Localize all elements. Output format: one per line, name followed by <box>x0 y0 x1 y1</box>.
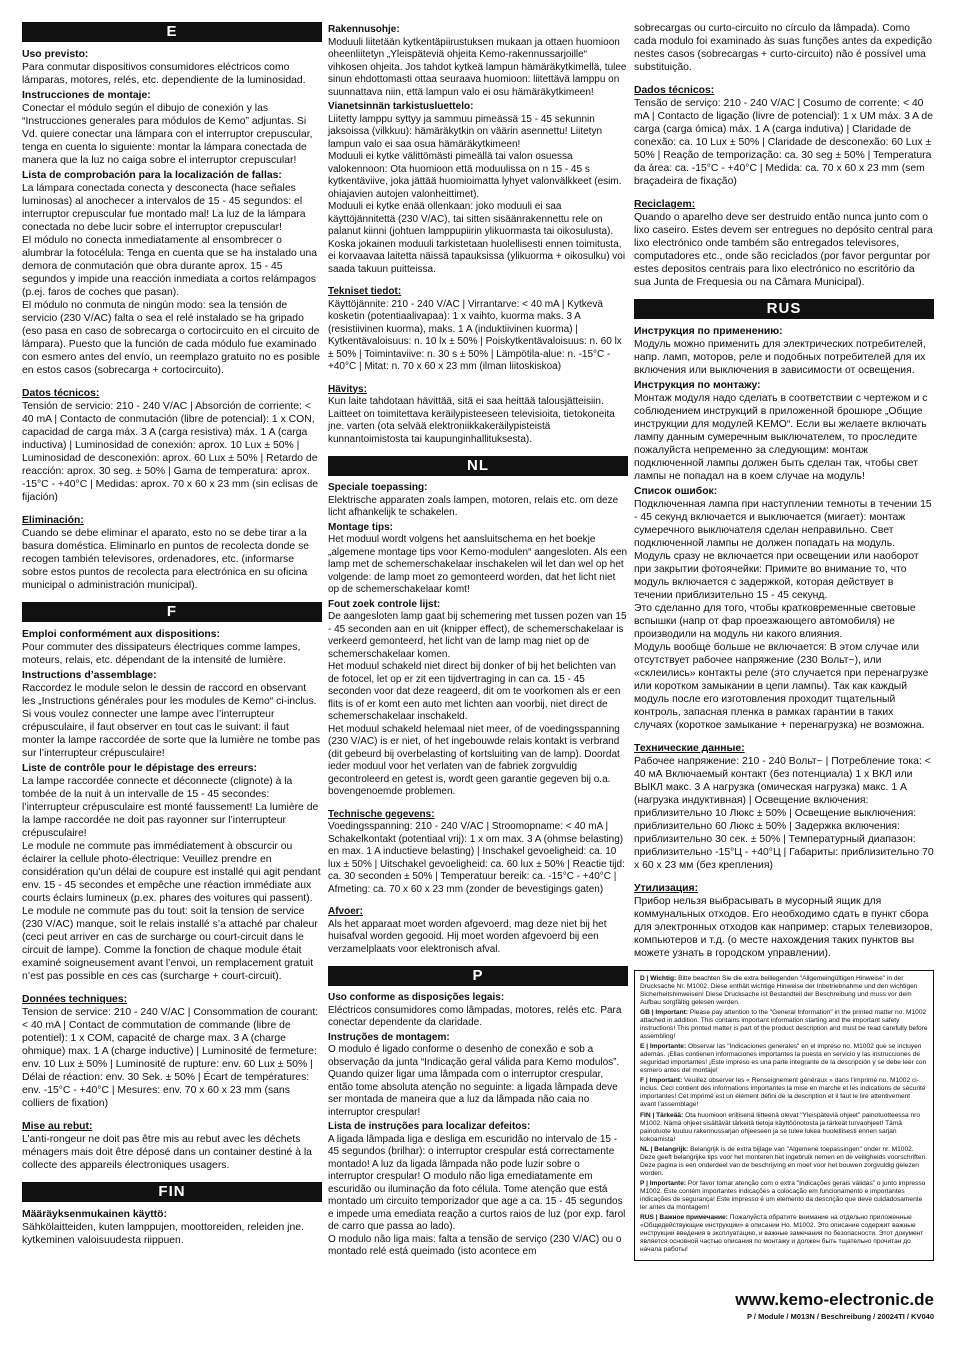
section-text: Cuando se debe eliminar el aparato, esto no se debe tirar a la basura doméstica. Eliminarlo en puntos de recolecta donde se recogen también televisores, ordenadores, etc. (informarse sobre estos puntos de recolecta para electrónica en su oficina municipal o administración municipal). <box>22 528 310 591</box>
section-heading: Vianetsinnän tarkistusluettelo: <box>328 101 474 112</box>
section-text: Quando o aparelho deve ser destruido então nunca junto com o lixo caseiro. Estes devem ser entregues no depósito central para lixo electrónico onde também são entregados televisores, computadores etc., onde são reciclados (por favor perguntar por estes depositos centrais para lixo electrónico no escritório da sua Junta de Frequesia ou na Câmara Municipal). <box>634 212 933 288</box>
notice-entry <box>640 975 928 1007</box>
section-heading: Инструкция по применению: <box>634 326 783 337</box>
section-text: Conectar el módulo según el dibujo de conexión y las “Instrucciones generales para módulos de Kemo” adjuntas. Si Vd. quiere conectar una lámpara con el interruptor crepuscular, tenga en cuenta lo siguiente: montar la lámpara conectada de manera que la luz no caiga sobre el interruptor crepuscular! <box>22 103 313 166</box>
section-heading: Instrucciones de montaje: <box>22 90 151 101</box>
section-text: Het moduul wordt volgens het aansluitschema en het boekje „algemene montage tips voor Kemo-modulen“ aangesloten. Als een lamp met de schemerschakelaar inschakelen wil let dan wel op het volgende: de lamp moet zo gemonteerd worden, dat het licht niet op de schemerschakelaar komt! <box>328 534 628 595</box>
section <box>328 24 628 446</box>
section-heading: Määräyksenmukainen käyttö: <box>22 1209 167 1220</box>
language-header: NL <box>328 456 628 476</box>
section-text: Pour commuter des dissipateurs électriques comme lampes, moteurs, relais, etc. dépendant de la intensité de lumière. <box>22 642 301 666</box>
language-header: P <box>328 966 628 986</box>
language-header: F <box>22 602 322 622</box>
section-text: Als het apparaat moet worden afgevoerd, mag deze niet bij het huisafval worden gegooid. Hij moet worden afgevoerd bij een verzamelplaats voor elektronisch afval. <box>328 918 607 955</box>
section <box>22 1182 322 1247</box>
notice-text: Veuillez observer les « Renseignement généraux » dans l’imprimé no. M1002 ci-inclus. Ceci contient des informations importantes la mise en marche et les indications de sécurité importantes! Cet imprimé est un élément défini de la description et il faut le lire attentivement avant l’assemblage! <box>640 1077 926 1109</box>
section-text: O modulo é ligado conforme o desenho de conexão e sob a observação da junta “Indicação geral válida para Kemo modulos”. Quando quizer ligar uma lâmpada com o interruptor crespular, então tome absoluta atenção no seguinte: a ligada lâmpada deve ser montada de maneira que a luz da lâmpada não caia no interruptor crespular! <box>328 1044 620 1118</box>
section-heading: Rakennusohje: <box>328 24 400 35</box>
notice-entry <box>640 1043 928 1075</box>
notice-text: Please pay attention to the "General Information" in the printed matter no. M1002 attached in addition. This contains important information starting and the important safety instructions! This printed matter is part of the product description and must be read carefully before assembling! <box>640 1009 928 1041</box>
section-heading: Reciclagem: <box>634 199 696 210</box>
section-text: De aangesloten lamp gaat bij schemering met tussen pozen van 15 - 45 seconden aan en uit (knipper effect), de schemerschakelaar is verkeerd gemonteerd, het licht van de lamp mag niet op de schemerschakelaar komen. Het moduul schakeld niet direct bij donker of bij het belichten van de fotocel, let op er zit een tijdvertraging in can ca. 15 - 45 seconden voor dat deze reageerd, dit om te voorkomen als er een flits is of er komt een auto met lichten aan voorbij, niet direct de schemerschakelaar inschakeld. Het moduul schakeld helemaal niet meer, of de voedingsspanning (230 V/AC) is er niet, of het ingebouwde relais kontakt is verbrand (dit gebeurd bij overbelasting of kortsluiting van de lamp). Doordat ieder moduul voor het verlaten van de fabriek zorgvuldig gecontroleerd en getest is, wordt geen garantie gegeven bij o.a. bovengenoemde problemen. <box>328 611 627 797</box>
section-text: sobrecargas ou curto-circuito no círculo da lâmpada). Como cada modulo foi examinado às suas funções antes da expedição nestes casos (sobrecargas + curto-circuito) não é possível uma substituição. <box>634 23 933 73</box>
section-heading: Afvoer: <box>328 906 364 917</box>
notice-text: Bitte beachten Sie die extra beiliegenden "Allgemeingültigen Hinweise" in der Drucksache Nr. M1002. Diese enthält wichtige Hinweise der Inbetriebnahme und den wichtigen Sicherheitshinweisen! Diese Drucksache ist Bestandteil der Beschreibung und muss vor dem Aufbau sorgfältig gelesen werden. <box>640 975 918 1007</box>
section-text: Рабочее напряжение: 210 - 240 Вольт~ | Потребление тока: < 40 мА Включаемый контакт (без потенциала) 1 х ВКЛ или ВЫКЛ макс. 3 А нагрузка (омическая нагрузка) макс. 1 А (нагрузка индуктивная) | Освещение включения: приблизительно 10 Люкс ± 50% | Освещение выключения: приблизительно 60 Люкс ± 50% | Задержка включения: приблизительно 30 сек. ± 50% | Температурный диапазон: приблизительно -15°Ц - +40°Ц | Габариты: приблизительно 70 х 60 х 23 мм (без крепления) <box>634 756 934 871</box>
notice-entry <box>640 1009 928 1041</box>
section-text: Voedingsspanning: 210 - 240 V/AC | Stroomopname: < 40 mA | Schakelkontakt (potentiaal vrij): 1 x om max. 3 A (ohmse belasting) en max. 1 A inductieve belasting) | Inschakel gevoeligheid: ca. 10 lux ± 50% | Uitschakel gevoeligheid: ca. 60 lux ± 50% | Reactie tijd: ca. 30 seconden ± 50% | Temperatuur bereik: ca. -15°C - +40°C | Afmeting: ca. 70 x 60 x 23 mm (zonder de bevestigings gaten) <box>328 821 625 895</box>
section <box>22 22 322 592</box>
section <box>328 966 628 1259</box>
section-heading: Emploi conformément aux dispositions: <box>22 629 221 640</box>
section-heading: Lista de comprobación para la localización de fallas: <box>22 170 282 181</box>
document-page <box>22 22 934 1332</box>
section-text: La lampe raccordée connecte et déconnecte (clignote) à la tombée de la nuit à un intervalle de 15 - 45 secondes: l’interrupteur crépusculaire est monté faussement! La lumière de la lampe raccordée ne doit pas rayonner sur l’interrupteur crépusculaire! Le module ne commute pas immédiatement à obscurcir ou éclairer la cellule photo-électrique: Veuillez prendre en considération qu’un délai de coupure est installé qui agit pendant env. 15 - 45 secondes et empêche une réaction immédiate aux courts éclairs lumineux (p.ex. phares des voitures qui passent). Le module ne commute pas du tout: soit la tension de service (230 V/AC) manque, soit le relais installé s’a attaché par chaleur (ceci peut arriver en cas de surcharge ou court-circuit dans le circuit de lampe). Comme la fonction de chaque module était examiné soigneusement avant l’envoi, un remplacement gratuit n’est pas possible en ces cas (surcharge + court-circuit). <box>22 776 321 982</box>
section-text: Elektrische apparaten zoals lampen, motoren, relais etc. om deze licht afhankelijk te schakelen. <box>328 494 619 518</box>
section-heading: Datos técnicos: <box>22 388 100 399</box>
section-heading: Lista de instruções para localizar defeitos: <box>328 1121 531 1132</box>
section-heading: Instruções de montagem: <box>328 1031 450 1043</box>
section-text: Kun laite tahdotaan hävittää, sitä ei saa heittää talousjätteisiin. Laitteet on toimitettava keräilypisteeseen televisioita, tietokoneita jne. varten (ota selvää elektroniikkakeräilypisteistä kunnantoimistosta tai kaupunginhallituksesta). <box>328 396 615 445</box>
column-2 <box>328 22 628 1269</box>
section-text: L’anti-rongeur ne doit pas être mis au rebut avec les déchets ménagers mais doit être déposé dans un container destiné à la collecte des appareils électroniques usagers. <box>22 1134 312 1171</box>
section-heading: Montage tips: <box>328 521 393 533</box>
language-header: E <box>22 22 322 42</box>
section-heading: Tekniset tiedot: <box>328 286 402 297</box>
section-heading: Dados técnicos: <box>634 85 715 96</box>
section-text: Sähkölaitteiden, kuten lamppujen, moottoreiden, releiden jne. kytkeminen valoisuudesta riippuen. <box>22 1222 304 1246</box>
language-header: RUS <box>634 299 934 319</box>
notice-text: Por favor tomar atenção com o extra "Indicações gerais válidas" o junto impresso M1002. Este contém importantes indicações a colocação em funcionamento e importantes indicações de segurança! Este impresso é um elemento da descrição que deve cuidadosamente ler antes da montagem! <box>640 1179 926 1211</box>
important-notice-box <box>634 970 934 1261</box>
notice-label: RUS | Важное примечание: <box>640 1213 728 1221</box>
section-text: Tensión de servicio: 210 - 240 V/AC | Absorción de corriente: < 40 mA | Contacto de conmutación (libre de potencial): 1 x CON, capacidad de carga máx. 3 A (carga resistiva) máx. 1 A (carga inductiva) | Luminosidad de conexión: aprox. 10 Lux ± 50% | Luminosidad de desconexión: aprox. 60 Lux ± 50% | Retardo de reacción: aprox. 30 seg. ± 50% | Gama de temperatura: aprox. -15°C - +40°C | Medidas: aprox. 70 x 60 x 23 mm (sin eclisas de fijación) <box>22 401 319 503</box>
section-heading: Технические данные: <box>634 743 745 754</box>
section-heading: Список ошибок: <box>634 486 718 497</box>
notice-entry <box>640 1180 928 1212</box>
section-text: Tensão de serviço: 210 - 240 V/AC | Cosumo de corrente: < 40 mA | Contacto de ligação (livre de potencial): 1 x UM máx. 3 A de carga (carga ómica) máx. 1 A (carga indutiva) | Claridade de conexão: ca. 10 Lux ± 50% | Claridade de desconexão: 60 Lux ± 50% | Reação de temporização: ca. 30 seg ± 50% | Temperatura da área: ca. -15°C - +40°C | Medida: ca. 70 x 60 x 23 mm (sem braçadeira de fixação) <box>634 98 933 187</box>
column-1 <box>22 22 322 1257</box>
notice-entry <box>640 1077 928 1109</box>
section-text: Прибор нельзя выбрасывать в мусорный ящик для коммунальных отходов. Его необходимо сдать в пункт сбора для электронных отходов как например: старых телевизоров, компьютеров и т.д. (о месте нахождения таких пунктов вы можете узнать в городском управлении). <box>634 896 933 959</box>
notice-text: Belangrijk is de extra bijlage van "Algemene toepassingen" onder nr. M1002. Deze geeft belangrijke tips voor het monteren het ingebruik nemen en de veiligheids voorschriften. Deze pagina is een onderdeel van de beschrijving en moet voor het bouwen zorgvuldig gelezen worden. <box>640 1145 927 1177</box>
notice-text: Observar las "Indicaciones generales" en el impreso no. M1002 que se incluyen además. ¡Ellas contienen informaciones importantes la puesta en servicio y las instrucciones de seguridad importantes! ¡Este impreso es una parte integrante de la descripción y se debe leer con esmero antes del montaje! <box>640 1043 927 1075</box>
notice-label: D | Wichtig: <box>640 975 677 982</box>
notice-label: E | Importante: <box>640 1043 687 1051</box>
section <box>328 456 628 956</box>
section-heading: Données techniques: <box>22 994 128 1005</box>
section-text: Модуль можно применить для электрических потребителей, напр. ламп, моторов, реле и подобных потребителей для их включения или выключения в зависимости от освещения. <box>634 339 926 376</box>
notice-text: Ota huomioon erillisenä liitteenä olevat "Yleispäteviä ohjeet" painotuotteessa nro M1002. Nämä ohjeet sisältävät tärkeitä tietoja käyttöönotosta ja tärkeät turvaohjeet! Tämä painotuote kuuluu rakennussarjan ohjeeseen ja se tulee lukea huolellisesti ennen sarjan kokoamista! <box>640 1111 920 1143</box>
section-heading: Mise au rebut: <box>22 1121 93 1132</box>
footer <box>634 1290 934 1321</box>
section-heading: Fout zoek controle lijst: <box>328 598 441 610</box>
section <box>22 602 322 1172</box>
section-text: Moduuli liitetään kytkentäpiirustuksen mukaan ja ottaen huomioon oheenliitetyn „Yleispäteviä ohjeita Kemo-rakennussarjoille“ vihkosen ohjeita. Jos tahdot kytkeä lampun hämäräkytkimellä, tulee sinun ehdottomasti ottaa seuraava huomioon: liitettävä lamppu on suunnattava niin, että lampun valo ei osu hämäräkytkimeen! <box>328 36 627 98</box>
notice-entry <box>640 1214 928 1254</box>
language-header: FIN <box>22 1182 322 1202</box>
section-text: Para conmutar dispositivos consumidores eléctricos como lámparas, motores, relés, etc. dependiente de la luminosidad. <box>22 62 306 86</box>
section-heading: Instructions d’assemblage: <box>22 670 157 681</box>
section-heading: Uso conforme as disposições legais: <box>328 992 505 1003</box>
notice-label: FIN | Tärkeää: <box>640 1111 684 1119</box>
notice-label: P | Importante: <box>640 1179 687 1187</box>
section-heading: Утилизация: <box>634 883 699 894</box>
column-3 <box>634 22 934 1261</box>
section-text: A ligada lâmpada liga e desliga em escuridão no intervalo de 15 - 45 segundos (brilhar): o interruptor crespular está correctamente montado! A luz da ligada lâmpada não pode luzir sobre o interruptor crespular! O modulo não liga emediatamente em escuridão ou iluminação da foto célula. Tome atenção que está montado um circuito temporizador que age a ca. 15 - 45 segundos e impede uma emediata reação a curtos raios de luz (por exp. farol de carro que passa ao lado). O modulo não liga mais: falta a tensão de serviço (230 V/AC) ou o montado relé está queimado (isto acontece em <box>328 1133 626 1257</box>
notice-label: NL | Belangrijk: <box>640 1145 689 1153</box>
section-text: Käyttöjännite: 210 - 240 V/AC | Virrantarve: < 40 mA | Kytkevä kosketin (potentiaalivapaa): 1 x vaihto, kuorma maks. 3 A (resistiivinen kuorma), maks. 1 A (induktiivinen kuorma) | Kytkentävaloisuus: n. 10 lx ± 50% | Poiskytkentävaloisuus: n. 60 lx ± 50% | Toimintaviive: n. 30 s ± 50% | Lämpötila-alue: n. -15°C - +40°C | Mitat: n. 70 x 60 x 23 mm (ilman liitoskiskoa) <box>328 298 622 372</box>
section-text: Tension de service: 210 - 240 V/AC | Consommation de courant: < 40 mA | Contact de commutation de commande (libre de potentiel): 1 x COM, capacité de charge max. 3 A (charge ohmique) max. 1 A (charge inductive) | Luminosité de fermeture: env. 10 Lux ± 50% | Luminosité de rupture: env. 60 Lux ± 50% | Délai de réaction: env. 30 Sek. ± 50% | Écart de températures: env. -15°C - +40°C | Mesures: env. 70 x 60 x 23 mm (sans colliers de fixation) <box>22 1007 319 1109</box>
notice-label: GB | Important: <box>640 1009 688 1017</box>
section-heading: Liste de contrôle pour le dépistage des erreurs: <box>22 763 258 774</box>
notice-label: F | Important: <box>640 1077 683 1085</box>
website-url[interactable]: www.kemo-electronic.de <box>735 1290 934 1309</box>
section-heading: Hävitys: <box>328 383 367 395</box>
section-heading: Uso previsto: <box>22 49 89 60</box>
section-text: Eléctricos consumidores como lâmpadas, motores, relés etc. Para conectar dependente da claridade. <box>328 1004 622 1028</box>
section-text: Liitetty lamppu syttyy ja sammuu pimeässä 15 - 45 sekunnin jaksoissa (vilkkuu): hämäräkytkin on väärin asennettu! Liitetyn lampun valo ei saa osua hämäräkytkimeen! Moduuli ei kytke välittömästi pimeällä tai valon osuessa valokennoon: Ota huomioon että moduulissa on n 15 - 45 s kytkentäviive, joka jättää huomioimatta lyhyet valonvälkkeet (esim. ohiajavien autojen valonheittimet). Moduuli ei kytke enää ollenkaan: joko moduuli ei saa käyttöjännitettä (230 V/AC), tai sitten sisäänrakennettu rele on palanut kiinni (johtuen lamppupiirin ylikuormasta tai oikosulusta). Koska jokainen moduuli tarkistetaan huolellisesti ennen toimitusta, ei korvaavaa laitetta näissä tapauksissa (ylikuorma + oikosulku) voi saada takuun puitteissa. <box>328 113 626 275</box>
notice-entry <box>640 1146 928 1178</box>
section <box>634 22 934 289</box>
section-heading: Speciale toepassing: <box>328 482 428 493</box>
section <box>634 299 934 960</box>
section-text: Raccordez le module selon le dessin de raccord en observant les „Instructions générales pour les modules de Kemo“ ci-inclus. Si vous voulez connecter une lampe avec l’interrupteur crépusculaire, il faut observer en tout cas le suivant: il faut monter la lampe raccordée de sorte que la lumière ne tombe pas sur l’interrupteur crépusculaire! <box>22 683 321 759</box>
section-text: La lámpara conectada conecta y desconecta (hace señales luminosas) al anochecer a intervalos de 15 - 45 segundos: el interruptor crepuscular fue montado mal! La luz de la lámpara conectada no debe lucir sobre el interruptor crepuscular! El módulo no conecta inmediatamente al ensombrecer o alumbrar la fotocélula: Tenga en cuenta que se ha instalado una demora de conmutación que obra durante aprox. 15 - 45 segundos y impide una reacción inmediata a cortos relámpagos (p.ej. faros de coches que pasan). El módulo no conmuta de ningún modo: sea la tensión de servicio (230 V/AC) falta o sea el relé instalado se ha gripado (eso pasa en caso de sobrecarga o cortocircuito en el circuito de lámpara). Puesto que la función de cada módulo fue examinado con esmero antes del envío, un reemplazo gratuito no es posible en estos casos (sobrecarga + cortocircuito). <box>22 183 321 376</box>
section-heading: Eliminación: <box>22 515 84 526</box>
section-heading: Инструкция по монтажу: <box>634 380 761 391</box>
section-heading: Technische gegevens: <box>328 808 435 820</box>
document-reference: P / Module / M013N / Beschreibung / 20024TI / KV040 <box>746 1312 934 1321</box>
section-text: Монтаж модуля надо сделать в соответствии с чертежом и с соблюдением инструкций в приложенной брошюре „Общие инструкции для модулей KEMO“. Если вы желаете включать лампу данным сумеречным выключателем, то проследите пожалуйста непременно за следующим: монтаж подключенной лампы должен быть сделан так, чтобы свет лампы не попадал на в коем случае на модуль! <box>634 393 928 482</box>
notice-text: Пожалуйста обратите внимание на отдельно приложенные «Общедействующие инструкции» в описании Но. M1002. Это описание содержит важные инструкции введения в эксплуатацию, и важные замечания по безопасности. Этот документ является основной частью описания по монтажу и должен быть тщательно прочитан до начала работы! <box>640 1213 924 1253</box>
section-text: Подключенная лампа при наступлении темноты в течении 15 - 45 секунд включается и выключается (мигает): монтаж сумеречного выключателя сделан неправильно. Свет подключенной лампы не должен попадать на модуль. Модуль сразу не включается при освещении или наоборот при закрытии фотоячейки: Примите во внимание то, что модуль включается с задержкой, которая действует в течении приблизительно 15 - 45 секунд. Это сделанно для того, чтобы кратковременные световые вспышки (напр от фар проезжающего автомобиля) не производили на модуль ни какого влияния. Модуль вообще больше не включается: В этом случае или отсутствует рабочее напряжение (230 Вольт~), или «склеились» контакты реле (это случается при перенагрузке или коротком замыкании в цепи лампы). Так как каждый модуль после его изготовления проходит тщательный контроль, запасная пленка в рамках гарантии в таких случаях (короткое замыкание + перенагрузка) не возможна. <box>634 499 932 731</box>
notice-entry <box>640 1112 928 1144</box>
